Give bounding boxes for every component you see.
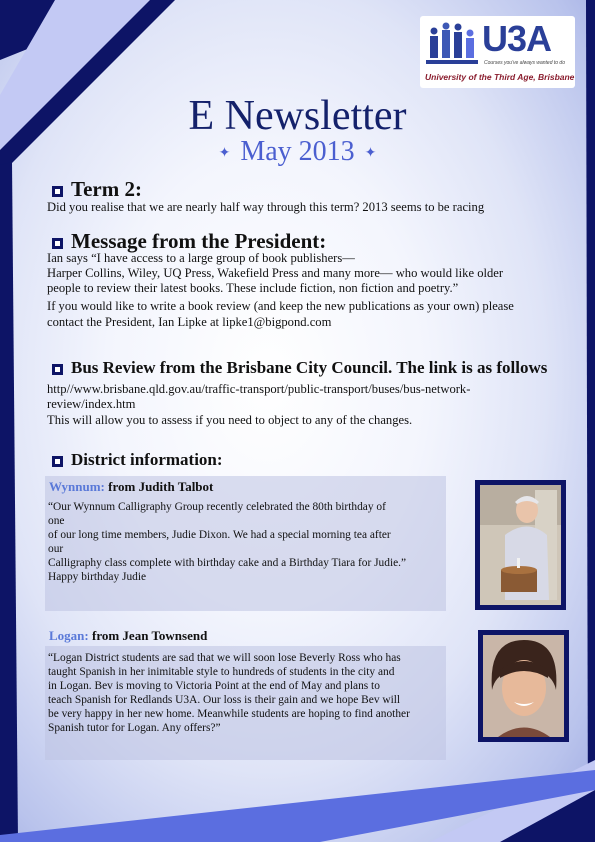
- logan-author: from Jean Townsend: [88, 628, 208, 643]
- u3a-logo: [420, 16, 575, 88]
- district-heading: [52, 450, 223, 470]
- square-bullet-icon: [52, 238, 63, 249]
- bus-text: This will allow you to assess if you need to object to any of the changes.: [47, 413, 413, 427]
- date-text: May 2013: [240, 136, 355, 167]
- sparkle-icon: ✦: [364, 146, 377, 162]
- president-line: Ian says “I have access to a large group of book publishers—: [47, 251, 355, 265]
- logan-place: Logan:: [49, 628, 89, 643]
- graduates-icon: [426, 22, 482, 68]
- square-bullet-icon: [52, 364, 63, 375]
- photo-image: [478, 630, 569, 742]
- wynnum-place: Wynnum:: [49, 479, 105, 494]
- wynnum-line: Calligraphy class complete with birthday cake and a Birthday Tiara for Judie.”: [48, 557, 407, 569]
- newsletter-title: E Newsletter: [188, 93, 407, 139]
- president-line: contact the President, Ian Lipke at lipke1@bigpond.com: [47, 315, 332, 329]
- logan-line: taught Spanish in her inimitable style to hundreds of students in the city and: [48, 666, 395, 678]
- bus-link-continued[interactable]: review/index.htm: [47, 397, 136, 411]
- logo-tagline: Courses you've always wanted to do: [484, 60, 565, 66]
- logan-line: “Logan District students are sad that we will soon lose Beverly Ross who has: [48, 652, 401, 664]
- wynnum-line: “Our Wynnum Calligraphy Group recently celebrated the 80th birthday of: [48, 501, 386, 513]
- president-heading-text: Message from the President:: [71, 229, 327, 253]
- bus-heading-text: Bus Review from the Brisbane City Council. The link is as follows: [71, 358, 548, 377]
- photo-image: [475, 480, 566, 610]
- president-line: Harper Collins, Wiley, UQ Press, Wakefield Press and many more— who would like older: [47, 266, 504, 280]
- district-heading-text: District information:: [71, 450, 223, 469]
- wynnum-line: one: [48, 515, 65, 527]
- bus-link[interactable]: http//www.brisbane.qld.gov.au/traffic-transport/public-transport/buses/bus-network-: [47, 382, 471, 396]
- logan-line: teach Spanish for Redlands U3A. Our loss is their gain and we hope Bev will: [48, 694, 401, 706]
- logan-line: be very happy in her new home. Meanwhile students are hoping to find another: [48, 708, 410, 720]
- square-bullet-icon: [52, 186, 63, 197]
- term-text: Did you realise that we are nearly half way through this term? 2013 seems to be racing: [47, 200, 485, 214]
- term-heading: [52, 177, 142, 202]
- wynnum-box: [45, 476, 446, 611]
- square-bullet-icon: [52, 456, 63, 467]
- wynnum-heading: [49, 479, 213, 495]
- bus-heading: [52, 358, 547, 378]
- woman-with-birthday-cake-photo: [475, 480, 566, 610]
- logan-line: in Logan. Bev is moving to Victoria Point at the end of May and plans to: [48, 680, 380, 692]
- wynnum-author: from Judith Talbot: [104, 479, 214, 494]
- wynnum-line: of our long time members, Judie Dixon. We had a special morning tea after: [48, 529, 391, 541]
- president-line: If you would like to write a book review (and keep the new publications as your own) please: [47, 299, 514, 313]
- logo-subtitle: University of the Third Age, Brisbane: [425, 72, 575, 82]
- sparkle-icon: ✦: [218, 146, 231, 162]
- wynnum-line: our: [48, 543, 64, 555]
- woman-portrait-photo: [478, 630, 569, 742]
- president-line: people to review their latest books. These include fiction, non fiction and poetry.”: [47, 281, 459, 295]
- logo-wordmark: U3A: [482, 18, 552, 59]
- newsletter-date: [0, 136, 595, 168]
- logan-heading: [49, 628, 207, 644]
- wynnum-line: Happy birthday Judie: [48, 571, 147, 583]
- logan-line: Spanish tutor for Logan. Any offers?”: [48, 722, 221, 734]
- term-heading-text: Term 2:: [71, 177, 142, 201]
